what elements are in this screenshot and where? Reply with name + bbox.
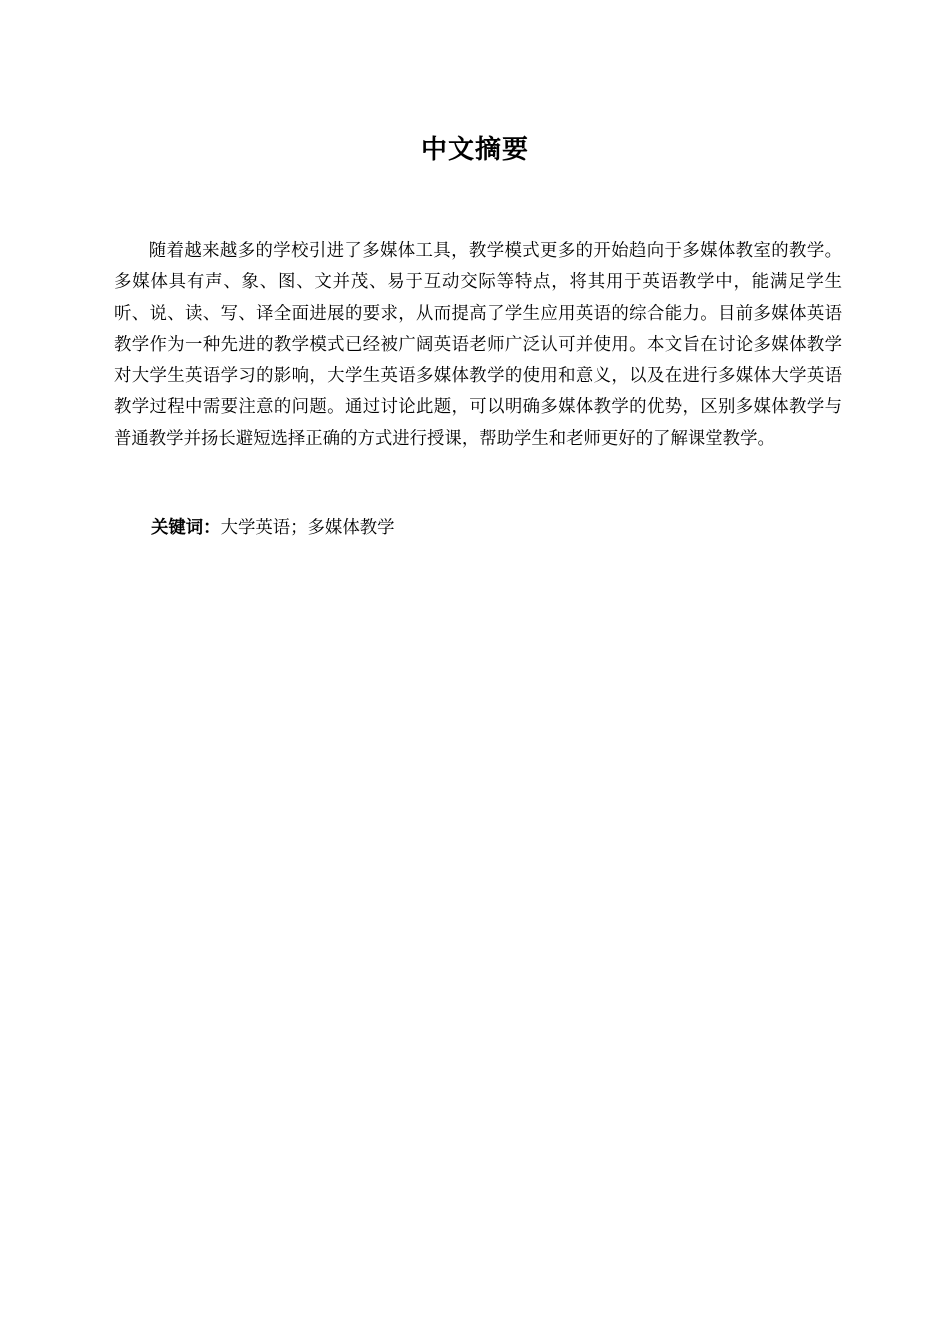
abstract-paragraph: 随着越来越多的学校引进了多媒体工具，教学模式更多的开始趋向于多媒体教室的教学。多媒体具有声、象、图、文并茂、易于互动交际等特点，将其用于英语教学中，能满足学生听、说、读、写、译全面进展的要求，从而提高了学生应用英语的综合能力。目前多媒体英语教学作为一种先进的教学模式已经被广阔英语老师广泛认可并使用。本文旨在讨论多媒体教学对大学生英语学习的影响，大学生英语多媒体教学的使用和意义，以及在进行多媒体大学英语教学过程中需要注意的问题。通过讨论此题，可以明确多媒体教学的优势，区别多媒体教学与普通教学并扬长避短选择正确的方式进行授课，帮助学生和老师更好的了解课堂教学。 xyxy=(114,241,842,449)
keywords-value: 大学英语；多媒体教学 xyxy=(220,518,395,538)
keywords-line xyxy=(151,513,395,544)
page-title: 中文摘要 xyxy=(420,135,529,165)
keywords-label: 关键词： xyxy=(151,518,221,538)
